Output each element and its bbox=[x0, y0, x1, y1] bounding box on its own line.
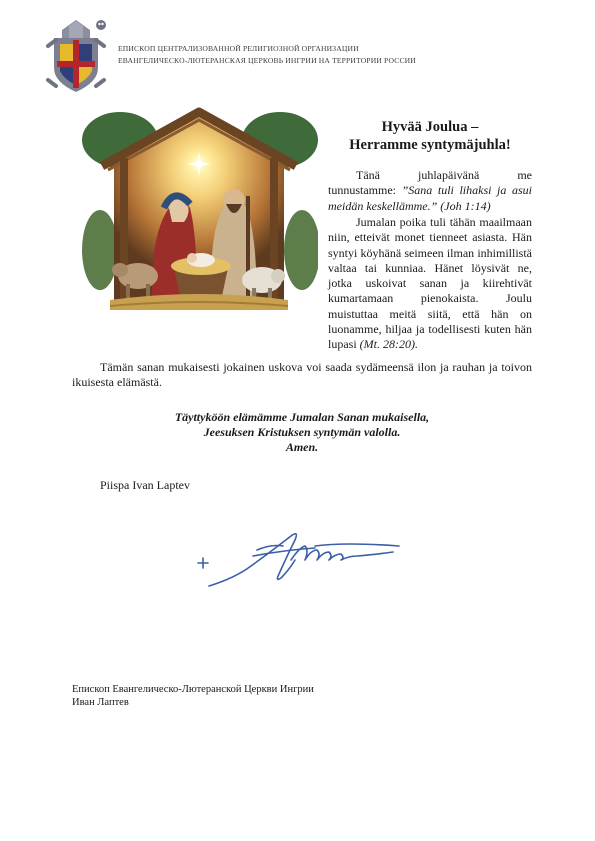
greeting-title-line-2: Herramme syntymäjuhla! bbox=[349, 137, 511, 153]
paragraph-hope: Tämän sanan mukaisesti jokainen uskova voi saada sydämeensä ilon ja rauhan ja toivon ikuisesta elämästä. bbox=[72, 360, 532, 390]
prayer-amen: Amen. bbox=[285, 440, 319, 454]
signatory-name: Piispa Ivan Laptev bbox=[100, 478, 190, 492]
footer-name: Иван Лаптев bbox=[72, 697, 129, 708]
letterhead-line-1: ЕПИСКОП ЦЕНТРАЛИЗОВАННОЙ РЕЛИГИОЗНОЙ ОРГАНИЗАЦИИ bbox=[118, 44, 359, 53]
handwritten-signature bbox=[195, 500, 410, 610]
bible-quote: ”Sana tuli lihaksi ja asui meidän keskellämme.” (Joh 1:14) bbox=[328, 183, 532, 213]
confession-intro: Tänä juhlapäivänä me tunnustamme: bbox=[328, 168, 532, 198]
nativity-scene-image bbox=[80, 100, 318, 318]
prayer-line-2: Jeesuksen Kristuksen syntymän valolla. bbox=[203, 425, 401, 439]
footer-title: Епископ Евангелическо-Лютеранской Церкви Ингрии bbox=[72, 684, 314, 695]
church-coat-of-arms-icon bbox=[40, 16, 112, 94]
prayer-line-1: Täyttyköön elämämme Jumalan Sanan mukaisella, bbox=[174, 410, 430, 424]
letterhead-line-2: ЕВАНГЕЛИЧЕСКО-ЛЮТЕРАНСКАЯ ЦЕРКОВЬ ИНГРИИ НА ТЕРРИТОРИИ РОССИИ bbox=[118, 56, 416, 65]
paragraph-incarnation bbox=[328, 215, 532, 353]
greeting-title-line-1: Hyvää Joulua – bbox=[381, 119, 479, 135]
incarnation-text: Jumalan poika tuli tähän maailmaan niin, etteivät monet tienneet asiasta. Hän syntyi köyhänä seimeen ilman inhimillistä valtaa tai kunniaa. Hänet löysivät ne, jotka uskoivat sanan ja kiirehtivät kumartamaan pienokaista. Joulu muistuttaa meitä siitä, että hän on luonamme, hiljaa ja todellisesti kuten hän lupasi bbox=[328, 215, 532, 352]
paragraph-confession bbox=[328, 168, 532, 214]
scripture-reference: (Mt. 28:20). bbox=[359, 337, 418, 352]
